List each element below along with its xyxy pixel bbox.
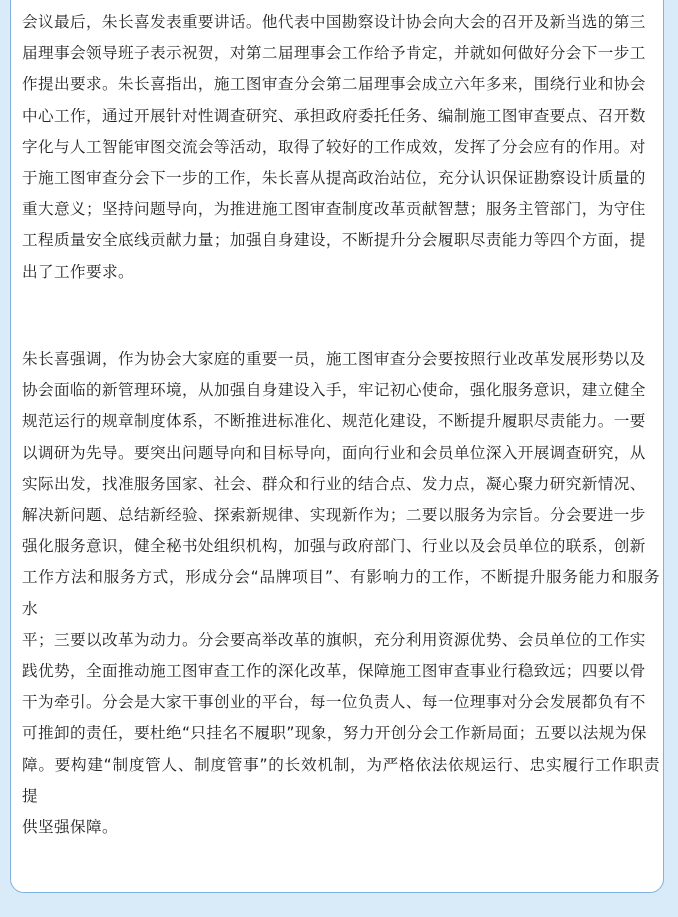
article-paragraph: 朱长喜强调，作为协会大家庭的重要一员，施工图审查分会要按照行业改革发展形势以及 协会面临的新管理环境，从加强自身建设入手，牢记初心使命，强化服务意识，建立健全 规范运行的规章制度体系，不断推进标准化、规范化建设，不断提升履职尽责能力。一要 以调研为先导。要突出问题导向和目标导向，面向行业和会员单位深入开展调查研究，从 实际出发，找准服务国家、社会、群众和行业的结合点、发力点，凝心聚力研究新情况、 解决新问题、总结新经验、探索新规律、实现新作为；二要以服务为宗旨。分会要进一步 强化服务意识，健全秘书处组织机构，加强与政府部门、行业以及会员单位的联系，创新 工作方法和服务方式，形成分会“品牌项目”、有影响力的工作，不断提升服务能力和服务水 平；三要以改革为动力。分会要高举改革的旗帜，充分利用资源优势、会员单位的工作实 践优势，全面推动施工图审查工作的深化改革，保障施工图审查事业行稳致远；四要以骨 干为牵引。分会是大家干事创业的平台，每一位负责人、每一位理事对分会发展都负有不 可推卸的责任，要杜绝“只挂名不履职”现象，努力开创分会工作新局面；五要以法规为保 障。要构建“制度管人、制度管事”的长效机制，为严格依法依规运行、忠实履行工作职责提 供坚强保障。 <box>22 350 660 837</box>
article-paragraph: 会议最后，朱长喜发表重要讲话。他代表中国勘察设计协会向大会的召开及新当选的第三 届理事会领导班子表示祝贺，对第二届理事会工作给予肯定，并就如何做好分会下一步工 作提出要求。朱长喜指出，施工图审查分会第二届理事会成立六年多来，围绕行业和协会 中心工作，通过开展针对性调查研究、承担政府委托任务、编制施工图审查要点、召开数 字化与人工智能审图交流会等活动，取得了较好的工作成效，发挥了分会应有的作用。对 于施工图审查分会下一步的工作，朱长喜从提高政治站位，充分认识保证勘察设计质量的 重大意义；坚持问题导向，为推进施工图审查制度改革贡献智慧；服务主管部门，为守住 工程质量安全底线贡献力量；加强自身建设，不断提升分会履职尽责能力等四个方面，提 出了工作要求。 <box>22 13 646 281</box>
